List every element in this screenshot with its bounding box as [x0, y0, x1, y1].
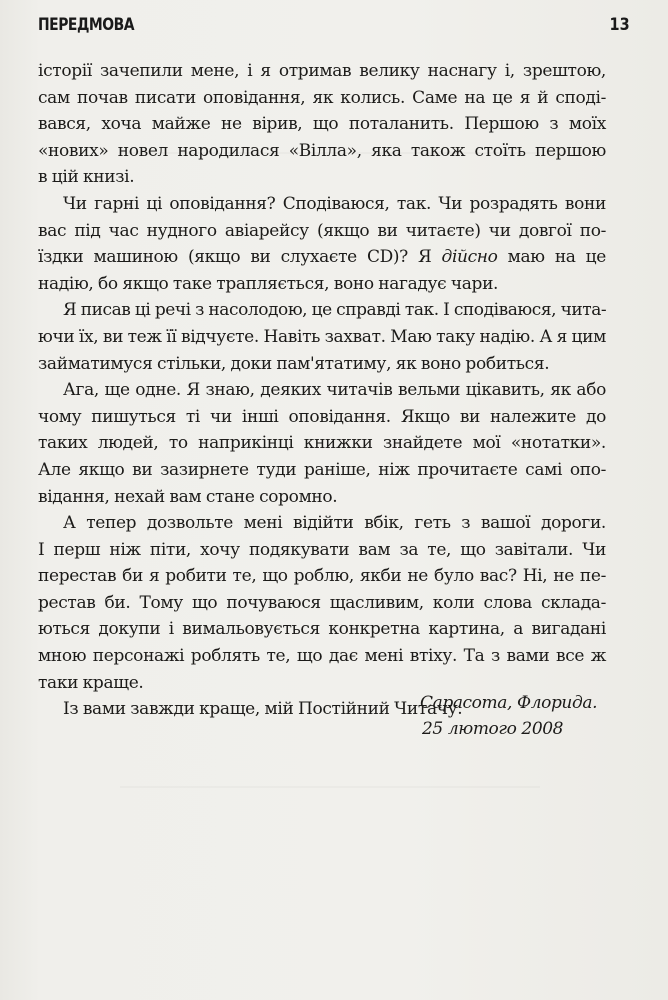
text-line: мною персонажі роблять те, що дає мені втіху. Та з вами все ж: [38, 646, 606, 667]
text-line: таких людей, то наприкінці книжки знайдете мої «нотатки».: [38, 433, 606, 454]
text-line: в цій книзі.: [38, 167, 135, 188]
paragraph: [38, 191, 606, 297]
text-line: І перш ніж піти, хочу подякувати вам за те, що завітали. Чи: [38, 539, 606, 560]
text-line: А тепер дозвольте мені відійти вбік, геть з вашої дороги.: [63, 513, 606, 534]
paragraph: [38, 58, 606, 191]
page-number: 13: [609, 15, 630, 35]
text-line: чому пишуться ті чи інші оповідання. Якщо ви належите до: [38, 406, 606, 427]
text-line: перестав би я робити те, що роблю, якби не було вас? Ні, не пе-: [38, 566, 606, 587]
text-line: «нових» новел народилася «Вілла», яка також стоїть першою: [38, 140, 606, 161]
show-through-shadow: [120, 786, 540, 788]
text-line: Я писав ці речі з насолодою, це справді так. І сподіваюся, чита-: [63, 300, 607, 321]
text-line: сам почав писати оповідання, як колись. Саме на це я й споді-: [38, 87, 606, 108]
text-line: Але якщо ви зазирнете туди раніше, ніж прочитаєте самі опо-: [38, 459, 606, 480]
text-line: Із вами завжди краще, мій Постійний Читачу.: [63, 699, 463, 720]
text-line: вався, хоча майже не вірив, що поталанить. Першою з моїх: [38, 114, 606, 135]
text-line: рестав би. Тому що почуваюся щасливим, коли слова склада-: [38, 592, 606, 613]
text-line: займатимуся стільки, доки пам'ятатиму, як воно робиться.: [38, 353, 550, 374]
paragraph: [38, 510, 606, 696]
text-line: історії зачепили мене, і я отримав велику наснагу і, зрештою,: [38, 61, 606, 81]
signature-block: [420, 690, 597, 742]
paragraph: [38, 377, 606, 510]
paragraph: [38, 297, 606, 377]
text-line: вас під час нудного авіарейсу (якщо ви читаєте) чи довгої по-: [38, 220, 606, 241]
text-line: їздки машиною (якщо ви слухаєте CD)? Я дійсно маю на це: [38, 247, 606, 268]
text-line: ючи їх, ви теж її відчуєте. Навіть захват. Маю таку надію. А я цим: [38, 326, 606, 347]
text-line: Ага, ще одне. Я знаю, деяких читачів вельми цікавить, як або: [63, 380, 606, 401]
text-line: надію, бо якщо таке трапляється, воно нагадує чари.: [38, 273, 499, 294]
signature-date: 25 лютого 2008: [422, 719, 564, 739]
body-text: [38, 58, 606, 723]
text-line: ються докупи і вимальовується конкретна картина, а вигадані: [38, 619, 606, 640]
signature-place: Сарасота, Флорида.: [420, 693, 598, 713]
running-head: ПЕРЕДМОВА: [38, 15, 135, 35]
text-line: Чи гарні ці оповідання? Сподіваюся, так. Чи розрадять вони: [63, 193, 606, 214]
text-line: таки краще.: [38, 672, 144, 693]
text-line: відання, нехай вам стане соромно.: [38, 486, 338, 507]
